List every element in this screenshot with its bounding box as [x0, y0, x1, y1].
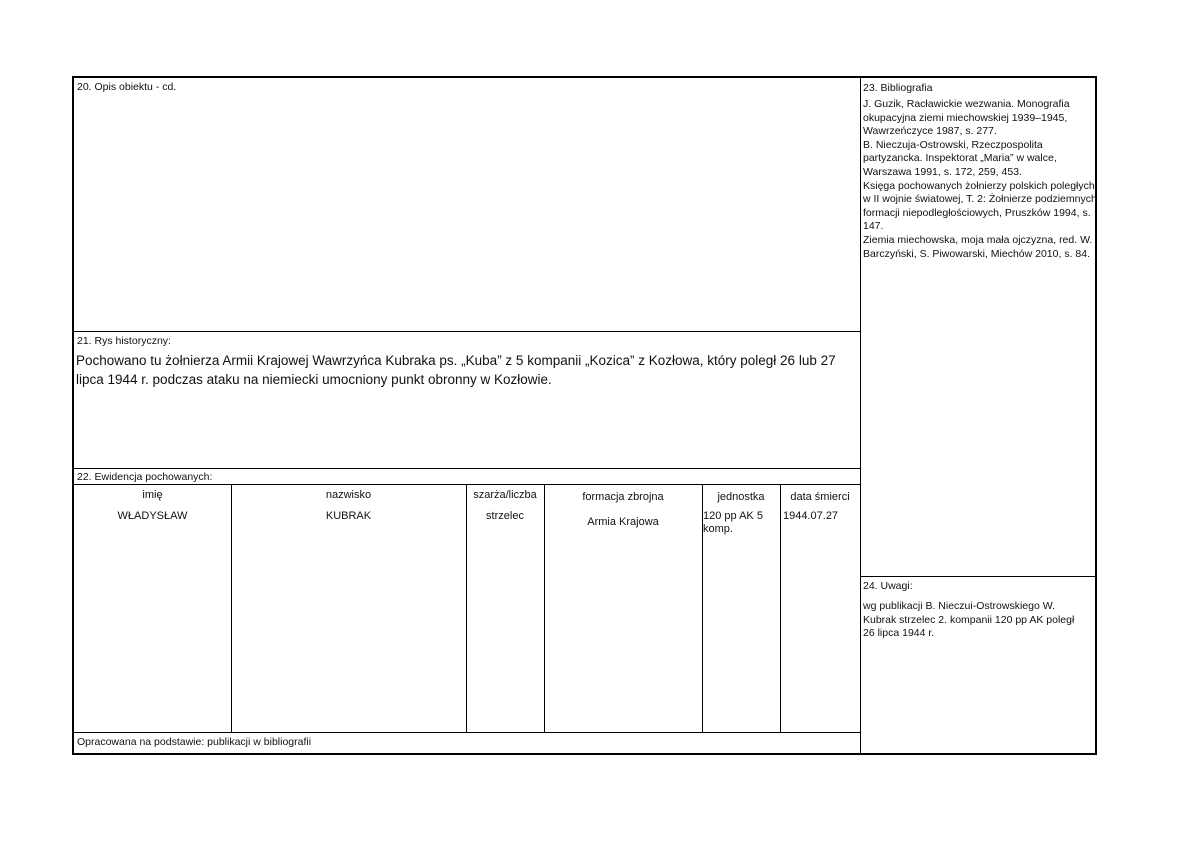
column-header-military-formation: formacja zbrojna: [582, 491, 664, 503]
column-header-surname: nazwisko: [325, 489, 372, 501]
column-header-rank: szarża/liczba: [473, 489, 537, 501]
table-bottom-line: [74, 732, 860, 733]
cell-date-of-death: 1944.07.27: [783, 510, 839, 522]
section-20-21-divider: [74, 331, 860, 332]
section-21-label: 21. Rys historyczny:: [77, 335, 171, 347]
historical-note-text: Pochowano tu żołnierza Armii Krajowej Wawrzyńca Kubraka ps. „Kuba” z 5 kompanii „Kozica” z Kozłowa, który poległ 26 lub 27 lipca 1944 r. podczas ataku na niemiecki umocniony punkt obronny w Kozłowie.: [76, 353, 836, 387]
section-24-label: 24. Uwagi:: [863, 580, 913, 592]
section-20-label: 20. Opis obiektu - cd.: [77, 81, 177, 93]
table-header-top-line: [74, 484, 860, 485]
notes-text: wg publikacji B. Nieczui-Ostrowskiego W. Kubrak strzelec 2. kompanii 120 pp AK poległ 26 lipca 1944 r.: [863, 600, 1075, 640]
cell-unit: 120 pp AK 5 komp.: [703, 510, 763, 535]
right-column-divider: [860, 78, 861, 753]
section-23-label: 23. Bibliografia: [863, 82, 933, 94]
record-card: [72, 76, 1097, 755]
table-col-divider-5: [780, 484, 781, 732]
bibliography-notes-divider: [860, 576, 1097, 577]
section-21-22-divider: [74, 468, 860, 469]
column-header-date-of-death: data śmierci: [790, 491, 850, 503]
cell-military-formation: Armia Krajowa: [587, 516, 659, 528]
cell-rank: strzelec: [486, 510, 524, 522]
cell-surname: KUBRAK: [325, 510, 372, 522]
column-header-first-name: imię: [142, 489, 163, 501]
cell-first-name: WŁADYSŁAW: [117, 510, 188, 522]
bibliography-text: J. Guzik, Racławickie wezwania. Monografia okupacyjna ziemi miechowskiej 1939–1945, Wawrzeńczyce 1987, s. 277. B. Nieczuja-Ostrowski, Rzeczpospolita partyzancka. Inspektorat „Maria” w walce, Warszawa 1991, s. 172, 259, 453. Księga pochowanych żołnierzy polskich poległych w II wojnie światowej, T. 2: Żołnierze podziemnych formacji niepodległościowych, Pruszków 1994, s. 147. Ziemia miechowska, moja mała ojczyzna, red. W. Barczyński, S. Piwowarski, Miechów 2010, s. 84.: [863, 98, 1097, 260]
column-header-unit: jednostka: [717, 491, 765, 503]
source-note: Opracowana na podstawie: publikacji w bibliografii: [77, 736, 312, 748]
section-22-label: 22. Ewidencja pochowanych:: [77, 471, 213, 483]
